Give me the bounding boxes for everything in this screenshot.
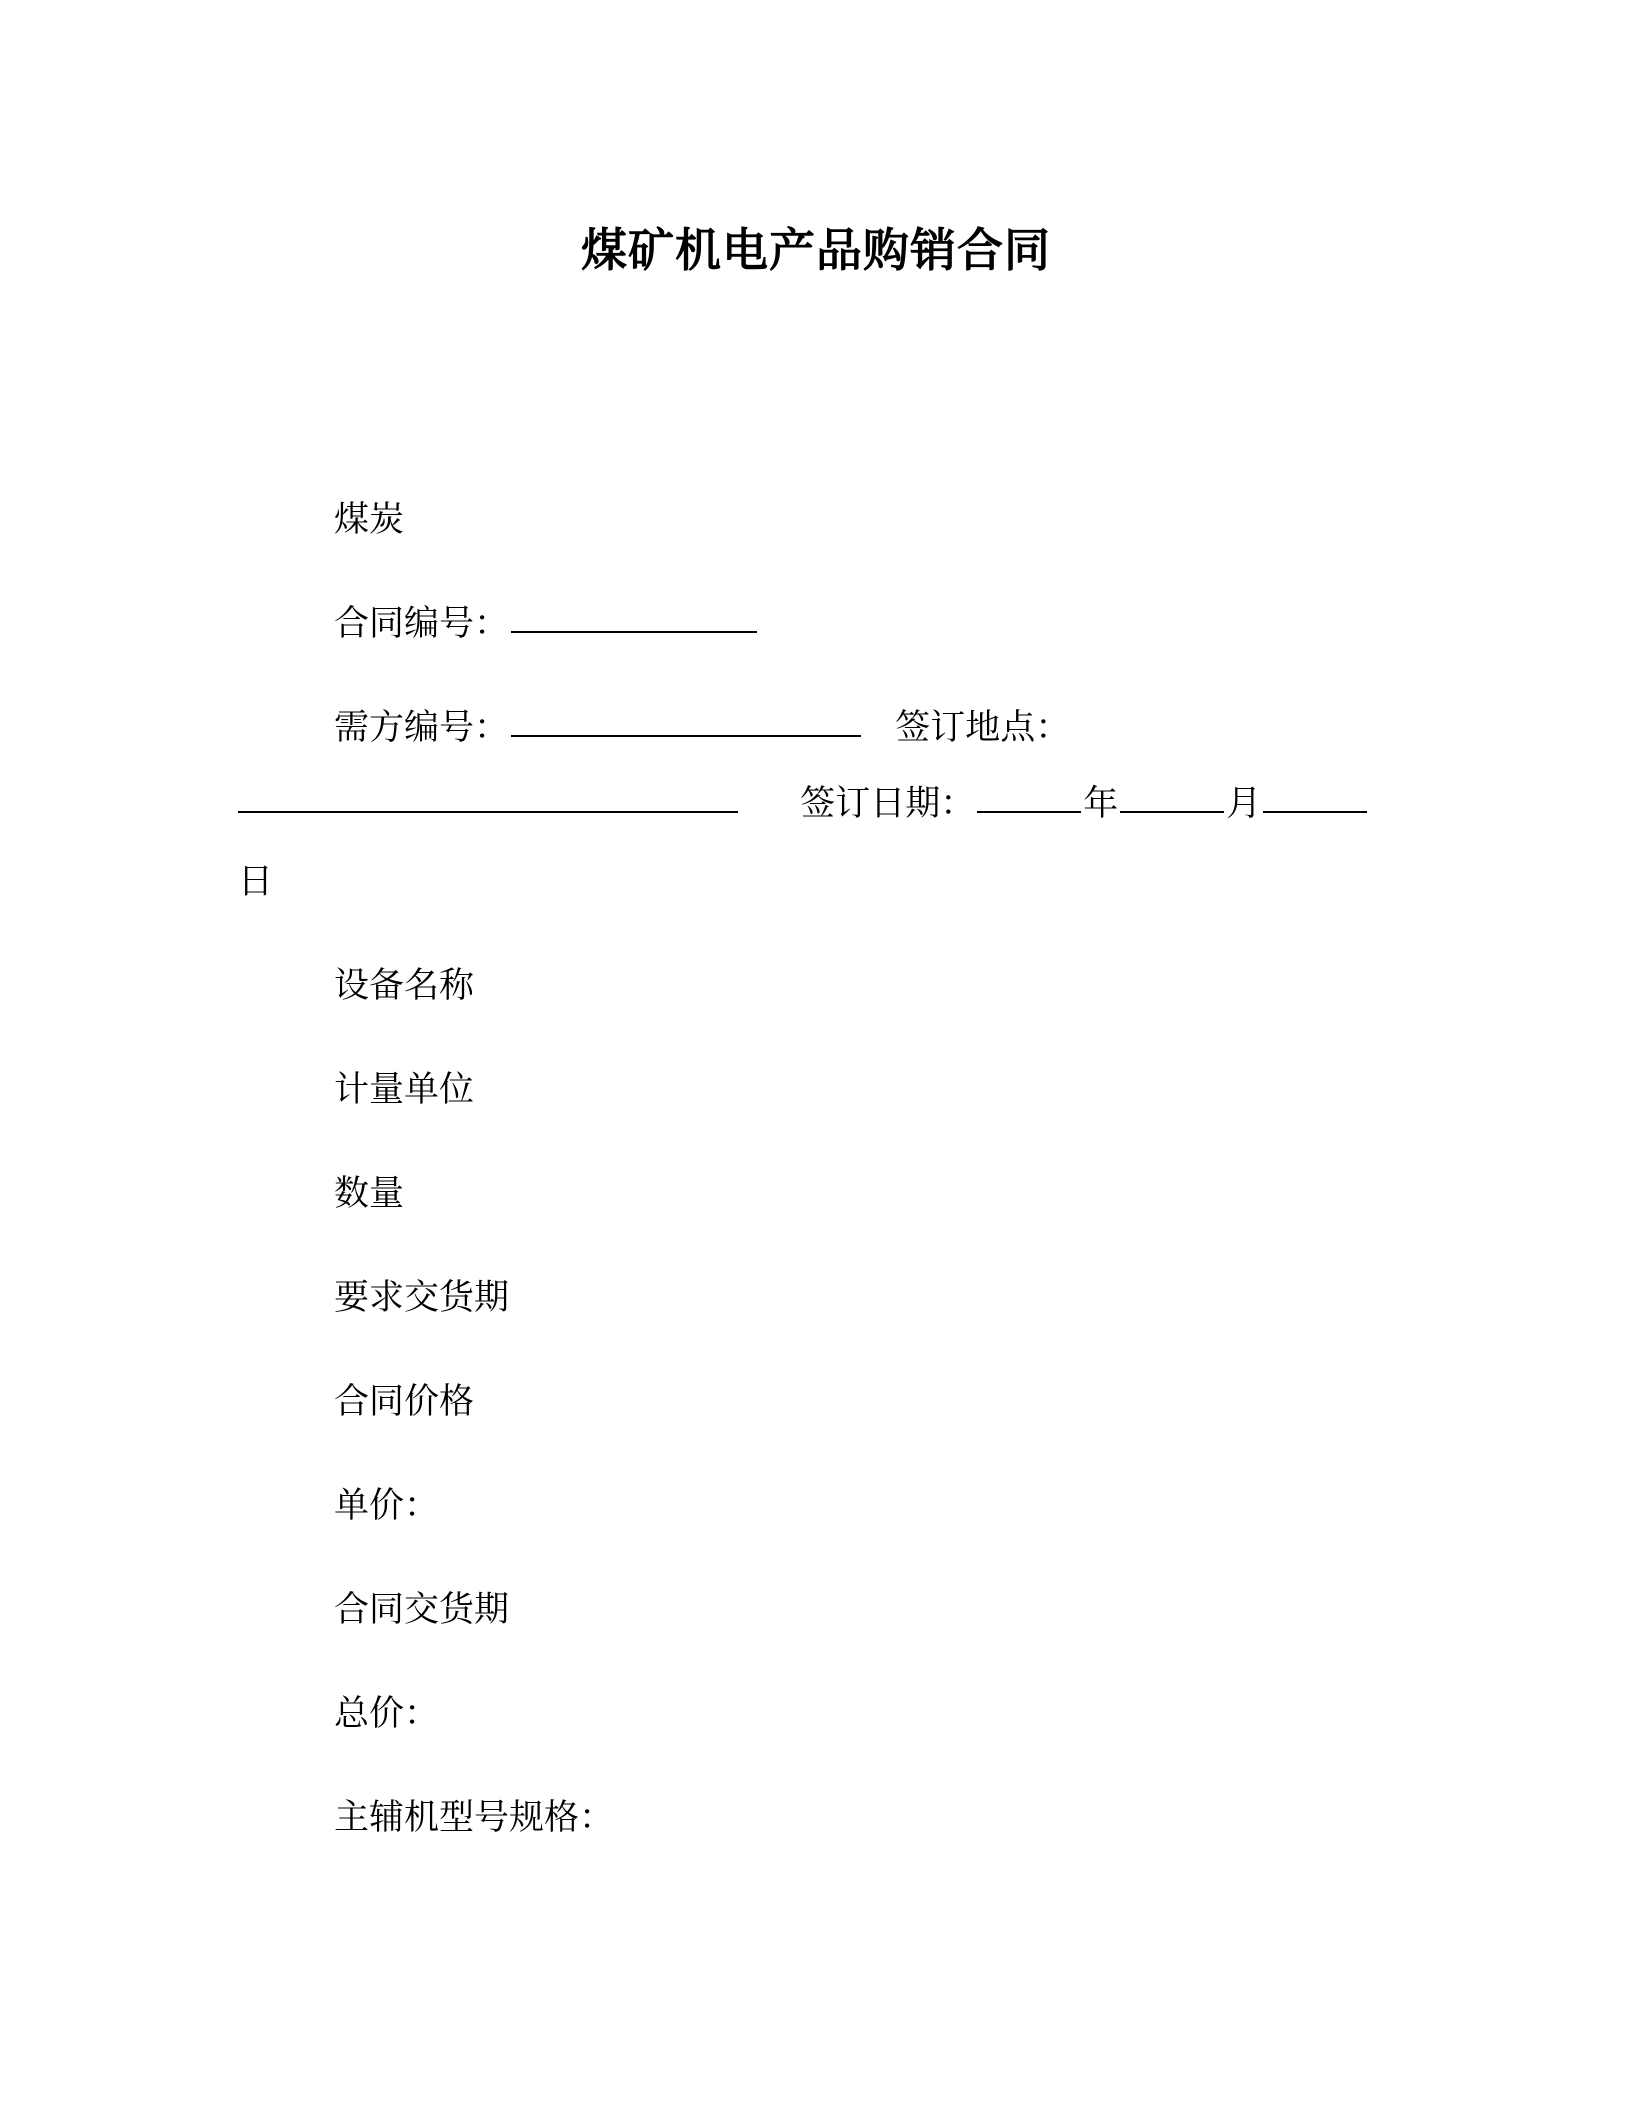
year-blank[interactable] [977, 811, 1081, 813]
day-blank[interactable] [1263, 811, 1367, 813]
day-line [238, 860, 273, 904]
field-line [334, 1588, 509, 1632]
field-line [334, 1380, 474, 1424]
category-line [334, 498, 404, 542]
field-model-spec: 主辅机型号规格： [334, 1798, 615, 1838]
buyer-number-label: 需方编号： [334, 708, 510, 748]
field-line [334, 1692, 439, 1736]
month-blank[interactable] [1120, 811, 1224, 813]
year-label: 年 [1083, 784, 1119, 824]
field-unit-price: 单价： [334, 1486, 440, 1526]
field-unit-of-measure: 计量单位 [334, 1070, 475, 1110]
sign-place-blank[interactable] [238, 811, 738, 813]
field-total-price: 总价： [334, 1694, 440, 1734]
field-line [334, 1172, 404, 1216]
sign-place-date-line [238, 782, 1369, 826]
field-line [334, 1484, 439, 1528]
contract-number-label: 合同编号： [334, 604, 510, 644]
sign-place-label: 签订地点： [895, 708, 1071, 748]
contract-number-line [334, 602, 759, 646]
day-label: 日 [238, 862, 274, 902]
buyer-number-blank[interactable] [511, 735, 861, 737]
buyer-number-line [334, 706, 1070, 750]
field-quantity: 数量 [334, 1174, 405, 1214]
field-line [334, 1796, 614, 1840]
field-line [334, 1276, 509, 1320]
document-title: 煤矿机电产品购销合同 [581, 223, 1051, 277]
field-required-delivery: 要求交货期 [334, 1278, 510, 1318]
field-line [334, 964, 474, 1008]
sign-date-label: 签订日期： [800, 784, 976, 824]
month-label: 月 [1226, 784, 1262, 824]
field-equipment-name: 设备名称 [334, 966, 475, 1006]
field-line [334, 1068, 474, 1112]
field-contract-delivery: 合同交货期 [334, 1590, 510, 1630]
field-contract-price: 合同价格 [334, 1382, 475, 1422]
category-label: 煤炭 [334, 500, 405, 540]
contract-number-blank[interactable] [511, 631, 757, 633]
